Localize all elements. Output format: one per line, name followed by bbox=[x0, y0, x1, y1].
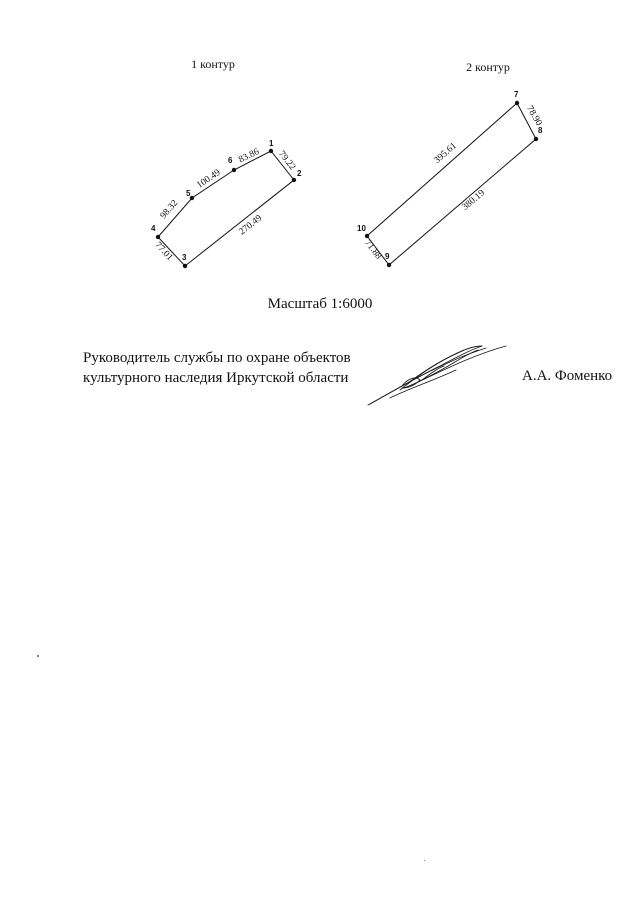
signatory-position bbox=[83, 348, 351, 388]
segment-5-6-length: 100.49 bbox=[195, 167, 223, 191]
segment-7-8-length: 78.90 bbox=[524, 104, 544, 128]
contour-2-vertices bbox=[365, 101, 538, 267]
segment-4-5-length: 98.32 bbox=[158, 198, 181, 222]
vertex-9-label: 9 bbox=[385, 252, 390, 261]
vertex-7-label: 7 bbox=[514, 90, 519, 99]
vertex-10-label: 10 bbox=[357, 224, 366, 233]
contour-1-outline bbox=[158, 151, 294, 266]
vertex-2-dot bbox=[292, 178, 296, 182]
site-plan-drawing bbox=[0, 0, 640, 300]
vertex-4-label: 4 bbox=[151, 224, 156, 233]
vertex-4-dot bbox=[156, 235, 160, 239]
scale-caption: Масштаб 1:6000 bbox=[267, 296, 373, 312]
vertex-6-label: 6 bbox=[228, 156, 233, 165]
segment-3-4-length: 77.01 bbox=[152, 240, 175, 263]
vertex-8-label: 8 bbox=[538, 126, 543, 135]
vertex-5-label: 5 bbox=[186, 189, 191, 198]
vertex-8-dot bbox=[534, 137, 538, 141]
vertex-1-dot bbox=[269, 149, 273, 153]
signatory-position-line-1: Руководитель службы по охране объектов bbox=[83, 350, 351, 366]
segment-2-3-length: 270.49 bbox=[237, 213, 265, 238]
contour-2-title: 2 контур bbox=[466, 60, 510, 74]
signatory-name: А.А. Фоменко bbox=[522, 368, 613, 384]
segment-1-2-length: 79.22 bbox=[276, 149, 298, 173]
segment-9-10-length: 71.88 bbox=[362, 238, 384, 262]
vertex-6-dot bbox=[232, 168, 236, 172]
vertex-7-dot bbox=[515, 101, 519, 105]
vertex-1-label: 1 bbox=[269, 139, 274, 148]
segment-8-9-length: 380.19 bbox=[460, 188, 487, 213]
vertex-9-dot bbox=[387, 263, 391, 267]
vertex-3-dot bbox=[183, 264, 187, 268]
vertex-10-dot bbox=[365, 234, 369, 238]
handwritten-signature bbox=[360, 338, 520, 413]
vertex-5-dot bbox=[190, 196, 194, 200]
signatory-position-line-2: культурного наследия Иркутской области bbox=[83, 370, 349, 386]
scan-speck bbox=[424, 860, 425, 861]
segment-10-7-length: 395.61 bbox=[432, 141, 459, 166]
scan-speck bbox=[37, 655, 39, 657]
vertex-2-label: 2 bbox=[297, 169, 302, 178]
segment-6-1-length: 83.86 bbox=[237, 147, 261, 166]
contour-1-title: 1 контур bbox=[191, 57, 235, 71]
contour-2-outline bbox=[367, 103, 536, 265]
vertex-3-label: 3 bbox=[182, 253, 187, 262]
